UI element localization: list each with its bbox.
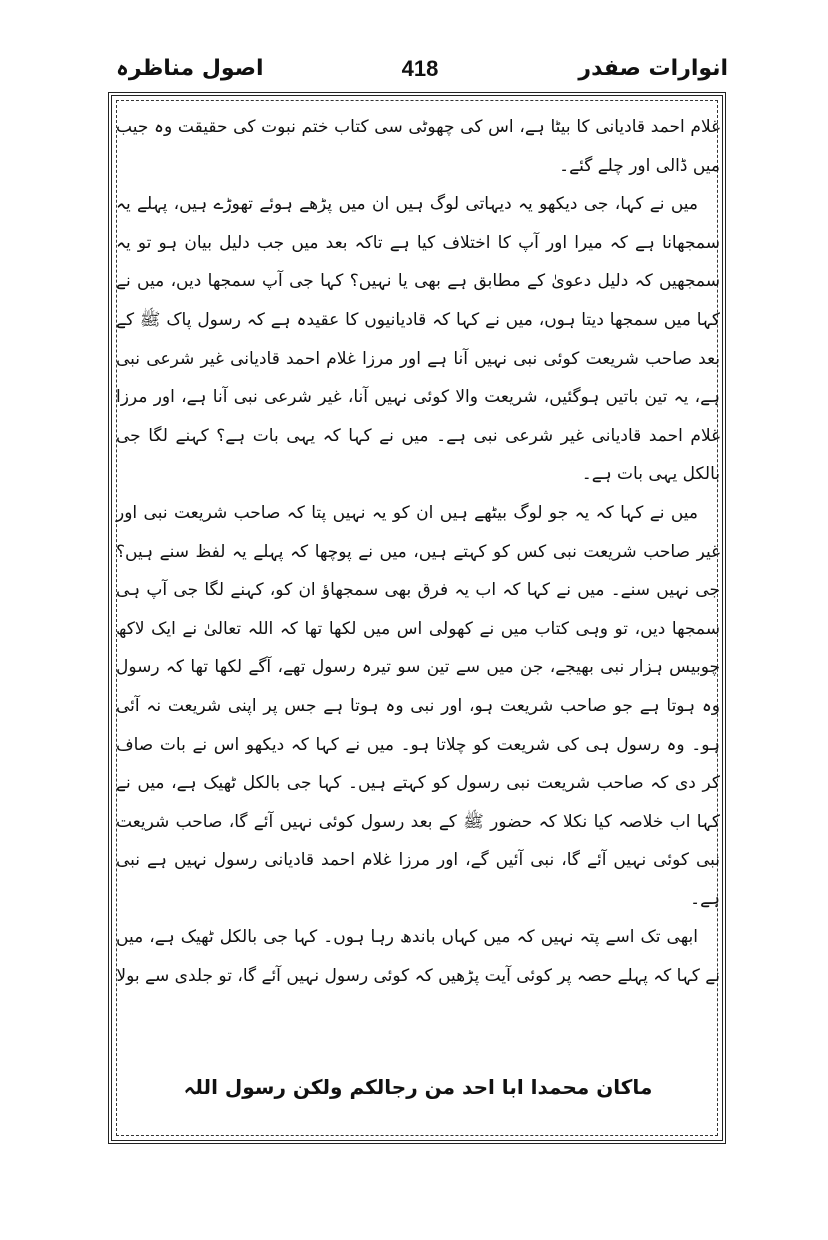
page-header	[108, 56, 732, 92]
body-text	[116, 108, 720, 996]
paragraph-2: میں نے کہا، جی دیکھو یہ دیہاتی لوگ ہیں ان میں پڑھے ہوئے تھوڑے ہیں، پہلے یہ سمجھانا ہے کہ میرا اور آپ کا اختلاف کیا ہے تاکہ بعد میں جب دلیل بیان ہو تو یہ سمجھیں کہ دلیل دعویٰ کے مطابق ہے بھی یا نہیں؟ کہا جی آپ سمجھا دیں، میں نے کہا میں سمجھا دیتا ہوں، میں نے کہا کہ قادیانیوں کا عقیدہ ہے کہ رسول پاک ﷺ کے بعد صاحب شریعت کوئی نبی نہیں آنا ہے اور مرزا غلام احمد قادیانی غیر شرعی نبی ہے، یہ تین باتیں ہوگئیں، شریعت والا کوئی نہیں آنا، غیر شرعی نبی آنا ہے، اور مرزا غلام احمد قادیانی غیر شرعی نبی ہے۔ میں نے کہا کہ یہی بات ہے؟ کہنے لگا جی بالکل یہی بات ہے۔	[116, 194, 720, 485]
page-number: 418	[401, 56, 439, 81]
paragraph-3: میں نے کہا کہ یہ جو لوگ بیٹھے ہیں ان کو یہ نہیں پتا کہ صاحب شریعت نبی اور غیر صاحب شریعت نبی کس کو کہتے ہیں، میں نے پوچھا کہ پہلے یہ لفظ سنے ہیں؟ جی نہیں سنے۔ میں نے کہا کہ اب یہ فرق بھی سمجھاؤ ان کو، کہنے لگا جی آپ ہی سمجھا دیں، تو وہی کتاب میں نے کھولی اس میں لکھا تھا کہ اللہ تعالیٰ نے ایک لاکھ چوبیس ہزار نبی بھیجے، جن میں سے تین سو تیرہ رسول تھے، آگے لکھا تھا کہ رسول وہ ہوتا ہے جو صاحب شریعت ہو، اور نبی وہ ہوتا ہے جس پر اپنی شریعت نہ آئی ہو۔ وہ رسول ہی کی شریعت کو چلاتا ہو۔ میں نے کہا کہ دیکھو اس نے بات صاف کر دی کہ صاحب شریعت نبی رسول کو کہتے ہیں۔ کہا جی بالکل ٹھیک ہے، میں نے کہا اب خلاصہ کیا نکلا کہ حضور ﷺ کے بعد رسول کوئی نہیں آئے گا، صاحب شریعت نبی کوئی نہیں آئے گا، نبی آئیں گے، اور مرزا غلام احمد قادیانی رسول نہیں ہے نبی ہے۔	[116, 502, 720, 909]
quranic-verse: ماکان محمدا ابا احد من رجالکم ولکن رسول اللہ	[183, 1075, 653, 1099]
book-title: انوارات صفدر	[578, 56, 728, 81]
paragraph-4: ابھی تک اسے پتہ نہیں کہ میں کہاں باندھ رہا ہوں۔ کہا جی بالکل ٹھیک ہے، میں نے کہا کہ پہلے حصہ پر کوئی آیت پڑھیں کہ کوئی رسول نہیں آئے گا، تو جلدی سے بولا	[116, 927, 720, 987]
chapter-title: اصول مناظرہ	[116, 56, 264, 81]
paragraph-1: غلام احمد قادیانی کا بیٹا ہے، اس کی چھوٹی سی کتاب ختم نبوت کی حقیقت وہ جیب میں ڈالی اور چلے گئے۔	[116, 117, 720, 176]
